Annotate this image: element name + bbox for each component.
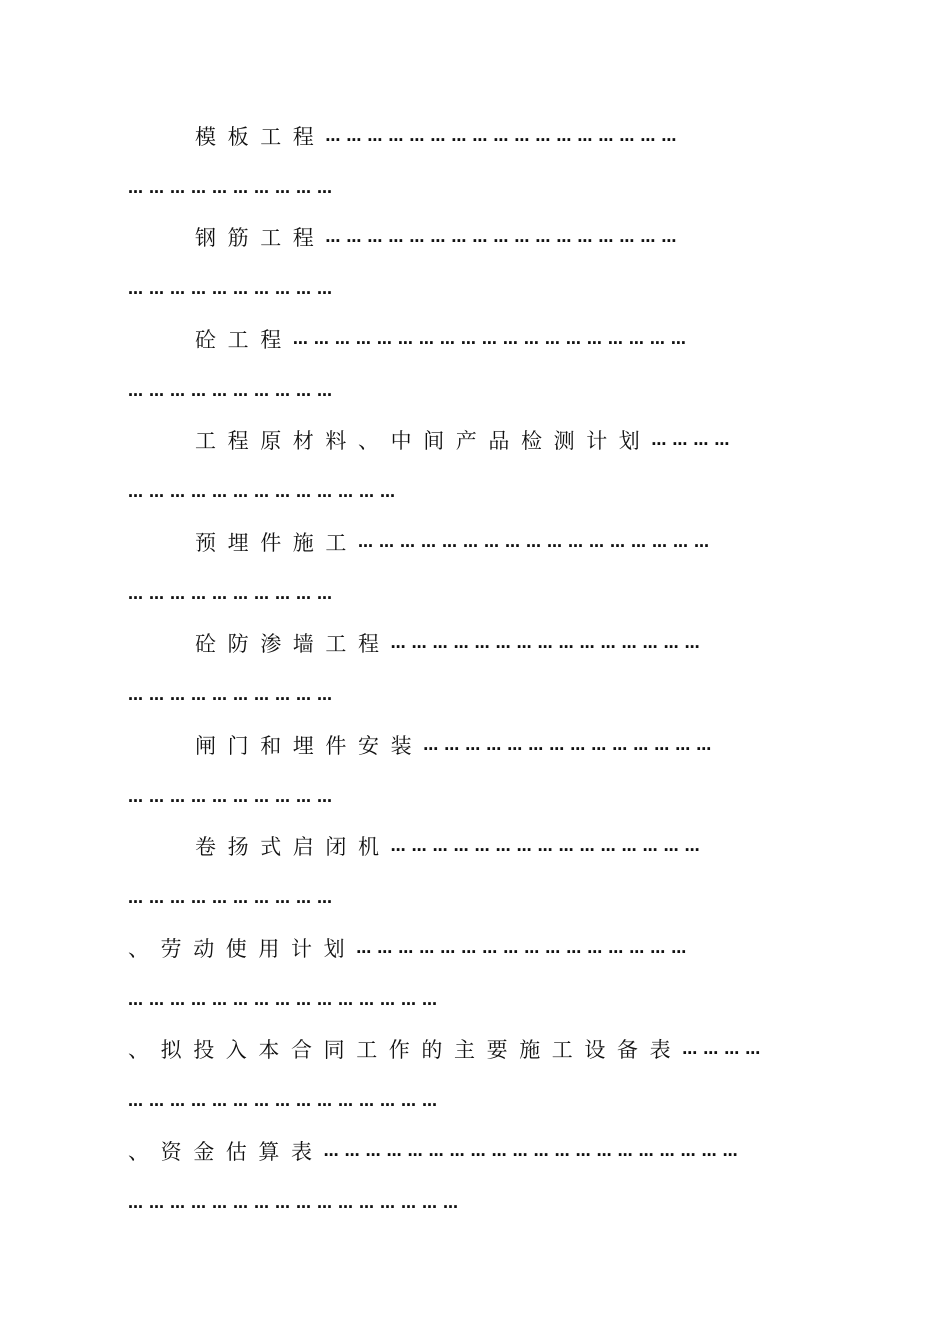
toc-entry: [0, 101, 950, 298]
leader-dots: ……………………………………………: [358, 533, 715, 551]
toc-entry-title: 、劳动使用计划: [128, 937, 357, 961]
toc-entry: [0, 812, 950, 1009]
toc-entry-line: [128, 1138, 744, 1168]
leader-dots: …………: [682, 1040, 767, 1058]
toc-entry-title: 卷扬式启闭机: [195, 835, 391, 859]
toc-entry-title: 砼工程: [195, 328, 293, 352]
leader-dots: ………………………………………: [128, 991, 443, 1009]
toc-entry-title: 砼防渗墙工程: [195, 632, 391, 656]
toc-entry: [0, 406, 950, 603]
leader-dots: ……………………………………………: [325, 127, 683, 145]
toc-entry-title: 模板工程: [195, 125, 326, 149]
leader-dots: …………………………: [128, 788, 338, 806]
leader-dots: …………………………: [128, 889, 338, 907]
leader-dots: ……………………………………………………: [323, 1142, 744, 1160]
leader-dots: ………………………………………: [128, 1092, 443, 1110]
leader-dots: ………………………………………: [390, 634, 706, 652]
toc-entry-title: 钢筋工程: [195, 226, 326, 250]
toc-entry: [0, 710, 950, 907]
leader-dots: …………………………………: [128, 483, 401, 501]
leader-dots: …………………………: [128, 382, 338, 400]
toc-entry-title: 闸门和埋件安装: [195, 734, 424, 758]
leader-dots: …………………………: [128, 686, 338, 704]
toc-entry: [0, 609, 950, 806]
toc-entry: [0, 507, 950, 704]
leader-dots: ……………………………………………: [325, 228, 683, 246]
leader-dots: …………………………: [128, 280, 338, 298]
toc-entry-title: 预埋件施工: [195, 531, 358, 555]
toc-entry: [0, 1015, 950, 1212]
leader-dots: ………………………………………: [390, 837, 706, 855]
toc-entry-title: 、拟投入本合同工作的主要施工设备表: [128, 1038, 683, 1062]
toc-entry-title: 、资金估算表: [128, 1140, 324, 1164]
toc-entry-title: 工程原材料、中间产品检测计划: [195, 429, 652, 453]
toc-entry-continuation: [128, 1190, 464, 1220]
toc-entry: [0, 304, 950, 501]
toc-entry: [0, 203, 950, 400]
leader-dots: …………………………: [128, 179, 338, 197]
leader-dots: …………………………………………………: [292, 330, 692, 348]
toc-entry: [0, 0, 950, 197]
leader-dots: …………………………: [128, 585, 338, 603]
leader-dots: …………………………………………: [128, 1194, 464, 1212]
leader-dots: …………………………………………: [356, 939, 693, 957]
leader-dots: …………: [651, 431, 736, 449]
leader-dots: ……………………………………: [423, 736, 718, 754]
toc-entry: [0, 913, 950, 1110]
